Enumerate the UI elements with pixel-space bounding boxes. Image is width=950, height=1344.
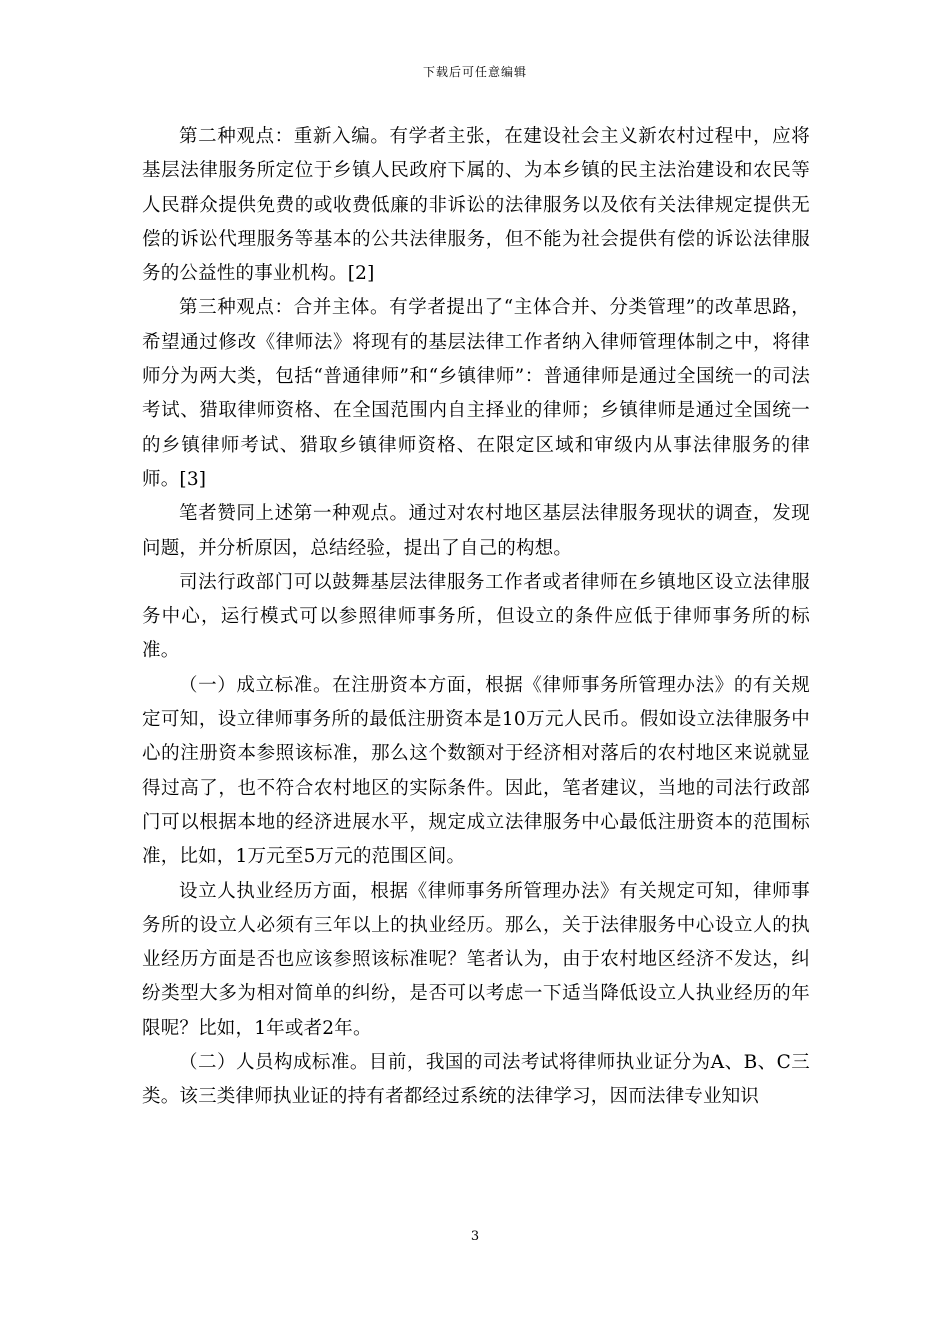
paragraph-view-three: 第三种观点：合并主体。有学者提出了“主体合并、分类管理”的改革思路，希望通过修改《律师法》将现有的基层法律工作者纳入律师管理体制之中，将律师分为两大类，包括“普通律师”和“乡镇律师”：普通律师是通过全国统一的司法考试、猎取律师资格、在全国范围内自主择业的律师；乡镇律师是通过全国统一的乡镇律师考试、猎取乡镇律师资格、在限定区域和审级内从事法律服务的律师。[3] xyxy=(142,297,810,490)
paragraph-service-center: 司法行政部门可以鼓舞基层法律服务工作者或者律师在乡镇地区设立法律服务中心，运行模式可以参照律师事务所，但设立的条件应低于律师事务所的标准。 xyxy=(142,571,810,662)
page-number: 3 xyxy=(470,1229,480,1244)
paragraph-author-opinion: 笔者赞同上述第一种观点。通过对农村地区基层法律服务现状的调查，发现问题，并分析原因，总结经验，提出了自己的构想。 xyxy=(142,503,810,559)
paragraph-founder-experience: 设立人执业经历方面，根据《律师事务所管理办法》有关规定可知，律师事务所的设立人必须有三年以上的执业经历。那么，关于法律服务中心设立人的执业经历方面是否也应该参照该标准呢？笔者认为，由于农村地区经济不发达，纠纷类型大多为相对简单的纠纷，是否可以考虑一下适当降低设立人执业经历的年限呢？比如，1年或者2年。 xyxy=(142,880,810,1039)
paragraph-staffing-standard: （二）人员构成标准。目前，我国的司法考试将律师执业证分为A、B、C三类。该三类律师执业证的持有者都经过系统的法律学习，因而法律专业知识 xyxy=(142,1052,810,1108)
page-header: 下载后可任意编辑 xyxy=(422,65,527,79)
document-body xyxy=(142,120,810,1115)
paragraph-establishment-standard: （一）成立标准。在注册资本方面，根据《律师事务所管理办法》的有关规定可知，设立律师事务所的最低注册资本是10万元人民币。假如设立法律服务中心的注册资本参照该标准，那么这个数额对于经济相对落后的农村地区来说就显得过高了，也不符合农村地区的实际条件。因此，笔者建议，当地的司法行政部门可以根据本地的经济进展水平，规定成立法律服务中心最低注册资本的范围标准，比如，1万元至5万元的范围区间。 xyxy=(142,674,810,868)
paragraph-view-two: 第二种观点：重新入编。有学者主张，在建设社会主义新农村过程中，应将基层法律服务所定位于乡镇人民政府下属的、为本乡镇的民主法治建设和农民等人民群众提供免费的或收费低廉的非诉讼的法律服务以及依有关法律规定提供无偿的诉讼代理服务等基本的公共法律服务，但不能为社会提供有偿的诉讼法律服务的公益性的事业机构。[2] xyxy=(142,126,810,285)
